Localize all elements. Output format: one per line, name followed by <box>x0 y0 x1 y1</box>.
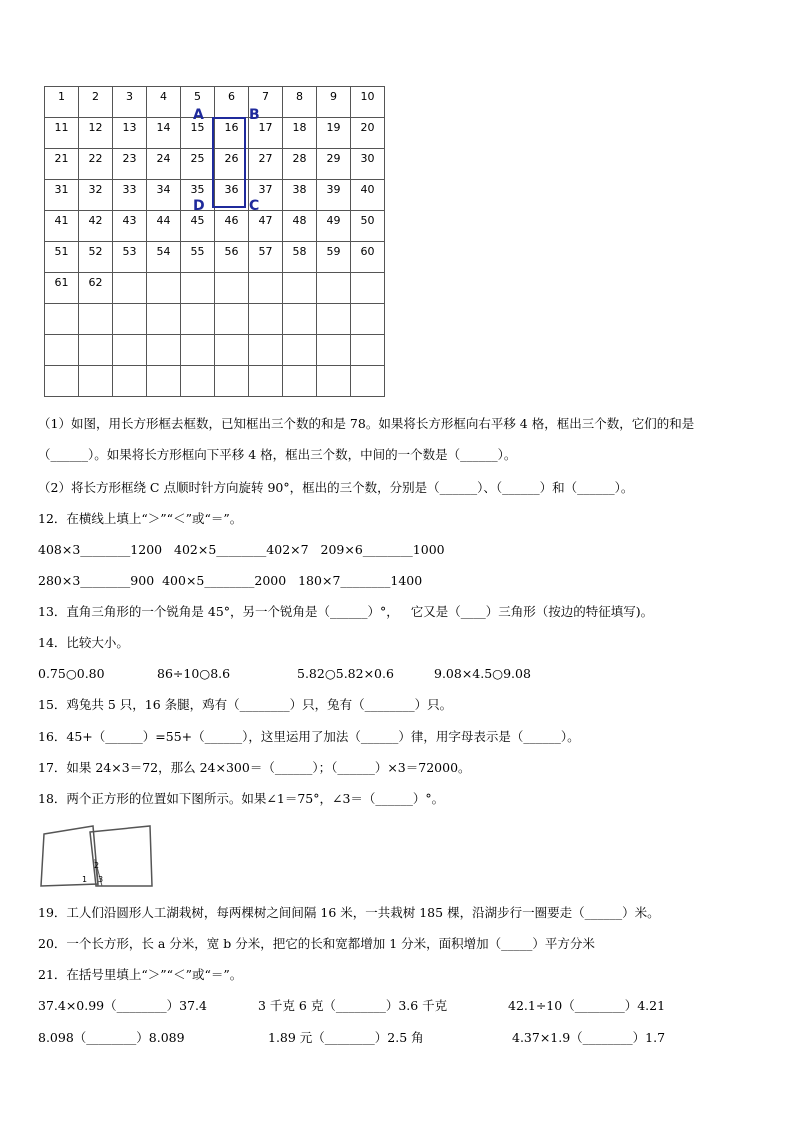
question-21-row1-item3: 42.1÷10（________）4.21 <box>508 998 666 1013</box>
corner-label-d: D <box>193 198 205 214</box>
grid-cell-number: 17 <box>258 121 273 134</box>
grid-cell-number: 34 <box>156 183 171 196</box>
grid-cell-number: 10 <box>360 90 375 103</box>
grid-cell-number: 35 <box>190 183 205 196</box>
grid-cell <box>317 366 351 397</box>
grid-cell <box>113 273 147 304</box>
grid-cell <box>113 304 147 335</box>
grid-cell-number: 52 <box>88 245 103 258</box>
question-21-row1-item1: 37.4×0.99（________）37.4 <box>38 998 207 1013</box>
grid-cell <box>45 242 79 273</box>
grid-cell <box>317 335 351 366</box>
question-13: 13．直角三角形的一个锐角是 45°，另一个锐角是（______）°， 它又是（____）三角形（按边的特征填写)。 <box>38 604 654 619</box>
grid-cell <box>113 242 147 273</box>
grid-cell-number: 31 <box>54 183 69 196</box>
grid-cell-number: 42 <box>88 214 103 227</box>
question-21-row2-item2: 1.89 元（________）2.5 角 <box>268 1030 424 1045</box>
grid-cell-number: 43 <box>122 214 137 227</box>
grid-cell-number: 61 <box>54 276 69 289</box>
grid-cell-number: 3 <box>126 90 133 103</box>
grid-row <box>45 304 385 335</box>
corner-label-a: A <box>193 107 204 123</box>
grid-cell <box>317 273 351 304</box>
grid-cell-number: 23 <box>122 152 137 165</box>
grid-cell <box>351 149 385 180</box>
grid-cell <box>249 304 283 335</box>
grid-cell <box>79 335 113 366</box>
angle-label-1: 1 <box>82 875 88 884</box>
grid-cell-number: 44 <box>156 214 171 227</box>
grid-cell-number: 13 <box>122 121 137 134</box>
grid-cell <box>113 149 147 180</box>
grid-cell-number: 40 <box>360 183 375 196</box>
grid-cell <box>249 211 283 242</box>
grid-cell <box>45 118 79 149</box>
grid-cell <box>317 304 351 335</box>
angle-label-3: 3 <box>98 875 104 884</box>
question-17: 17．如果 24×3＝72，那么 24×300＝（______）；（______）×3＝72000。 <box>38 760 471 775</box>
grid-cell <box>249 149 283 180</box>
grid-cell-number: 1 <box>58 90 65 103</box>
grid-cell-number: 7 <box>262 90 269 103</box>
grid-cell <box>215 335 249 366</box>
grid-cell-number: 18 <box>292 121 307 134</box>
grid-cell <box>45 366 79 397</box>
grid-cell <box>45 273 79 304</box>
grid-cell <box>79 211 113 242</box>
question-14-item-4: 9.08×4.5○9.08 <box>434 666 531 681</box>
grid-cell <box>113 87 147 118</box>
grid-cell <box>249 273 283 304</box>
grid-cell <box>215 87 249 118</box>
grid-cell-number: 14 <box>156 121 171 134</box>
grid-cell <box>45 149 79 180</box>
grid-cell-number: 50 <box>360 214 375 227</box>
grid-cell-number: 8 <box>296 90 303 103</box>
angle-label-2: 2 <box>94 861 100 870</box>
grid-cell <box>79 366 113 397</box>
question-18: 18．两个正方形的位置如下图所示。如果∠1＝75°，∠3＝（______）°。 <box>38 791 445 806</box>
grid-cell-number: 2 <box>92 90 99 103</box>
grid-row <box>45 242 385 273</box>
grid-cell-number: 15 <box>190 121 205 134</box>
grid-cell-number: 27 <box>258 152 273 165</box>
grid-cell-number: 36 <box>224 183 239 196</box>
grid-cell-number: 51 <box>54 245 69 258</box>
grid-cell <box>351 273 385 304</box>
grid-cell-number: 29 <box>326 152 341 165</box>
grid-cell-number: 24 <box>156 152 171 165</box>
grid-cell <box>79 149 113 180</box>
grid-cell-number: 49 <box>326 214 341 227</box>
grid-cell-number: 45 <box>190 214 205 227</box>
grid-cell <box>45 304 79 335</box>
question-14-item-2: 86÷10○8.6 <box>157 666 231 681</box>
grid-cell <box>283 149 317 180</box>
grid-cell <box>283 180 317 211</box>
grid-cell <box>181 304 215 335</box>
grid-row <box>45 273 385 304</box>
grid-cell-number: 16 <box>224 121 239 134</box>
corner-label-b: B <box>249 107 260 123</box>
grid-cell-number: 25 <box>190 152 205 165</box>
grid-cell <box>317 242 351 273</box>
question-12-row-2: 280×3________900 400×5________2000 180×7________1400 <box>38 573 423 588</box>
question-16: 16．45+（______）=55+（______），这里运用了加法（______）律，用字母表示是（______）。 <box>38 729 580 744</box>
grid-cell-number: 41 <box>54 214 69 227</box>
two-squares-figure <box>38 824 156 890</box>
grid-cell <box>215 304 249 335</box>
grid-cell-number: 32 <box>88 183 103 196</box>
grid-cell <box>147 149 181 180</box>
grid-cell-number: 53 <box>122 245 137 258</box>
grid-cell <box>147 273 181 304</box>
grid-cell-number: 54 <box>156 245 171 258</box>
question-21-row2-item1: 8.098（________）8.089 <box>38 1030 185 1045</box>
grid-cell <box>45 87 79 118</box>
grid-cell <box>215 211 249 242</box>
grid-cell <box>249 242 283 273</box>
grid-cell-number: 57 <box>258 245 273 258</box>
grid-cell <box>181 366 215 397</box>
grid-cell <box>283 366 317 397</box>
question-14-item-3: 5.82○5.82×0.6 <box>297 666 394 681</box>
grid-cell <box>147 180 181 211</box>
grid-cell <box>181 149 215 180</box>
grid-cell <box>283 211 317 242</box>
grid-cell <box>45 335 79 366</box>
grid-cell <box>45 180 79 211</box>
grid-cell <box>147 118 181 149</box>
selection-rectangle <box>212 117 246 208</box>
grid-cell <box>351 366 385 397</box>
grid-cell <box>215 366 249 397</box>
grid-cell <box>147 335 181 366</box>
grid-cell <box>283 118 317 149</box>
grid-cell-number: 48 <box>292 214 307 227</box>
question-14-item-1: 0.75○0.80 <box>38 666 105 681</box>
grid-cell-number: 11 <box>54 121 69 134</box>
grid-cell <box>79 87 113 118</box>
grid-cell-number: 30 <box>360 152 375 165</box>
question-11-part-2: （2）将长方形框绕 C 点顺时针方向旋转 90°，框出的三个数，分别是（______）、（______）和（______）。 <box>38 480 634 495</box>
grid-cell <box>215 242 249 273</box>
corner-label-c: C <box>249 198 260 214</box>
grid-cell <box>79 304 113 335</box>
question-15: 15．鸡兔共 5 只，16 条腿，鸡有（________）只，兔有（________）只。 <box>38 697 453 712</box>
grid-cell-number: 5 <box>194 90 201 103</box>
question-11-part-1: （1）如图，用长方形框去框数，已知框出三个数的和是 78。如果将长方形框向右平移 4 格，框出三个数，它们的和是（______）。如果将长方形框向下平移 4 格，框出三个数，中间的一个数是（______）。 <box>38 416 695 462</box>
grid-row <box>45 335 385 366</box>
grid-cell <box>351 242 385 273</box>
grid-cell <box>317 118 351 149</box>
grid-cell <box>317 87 351 118</box>
grid-cell <box>351 304 385 335</box>
grid-cell <box>181 242 215 273</box>
grid-cell-number: 38 <box>292 183 307 196</box>
grid-cell <box>147 304 181 335</box>
grid-cell-number: 60 <box>360 245 375 258</box>
question-21-row1-item2: 3 千克 6 克（________）3.6 千克 <box>258 998 448 1013</box>
grid-cell-number: 19 <box>326 121 341 134</box>
grid-cell <box>181 273 215 304</box>
grid-cell <box>147 87 181 118</box>
grid-cell <box>45 211 79 242</box>
grid-cell <box>113 335 147 366</box>
question-14-title: 14．比较大小。 <box>38 635 129 650</box>
grid-cell-number: 47 <box>258 214 273 227</box>
question-12-row-1: 408×3________1200 402×5________402×7 209×6________1000 <box>38 542 445 557</box>
grid-cell <box>147 242 181 273</box>
grid-cell <box>249 335 283 366</box>
grid-cell-number: 37 <box>258 183 273 196</box>
grid-cell <box>113 211 147 242</box>
grid-cell <box>79 273 113 304</box>
grid-cell-number: 39 <box>326 183 341 196</box>
grid-cell-number: 33 <box>122 183 137 196</box>
grid-cell-number: 4 <box>160 90 167 103</box>
question-20: 20．一个长方形，长 a 分米，宽 b 分米，把它的长和宽都增加 1 分米，面积增加（_____）平方分米 <box>38 936 595 951</box>
grid-cell <box>283 87 317 118</box>
grid-cell-number: 21 <box>54 152 69 165</box>
grid-cell <box>351 211 385 242</box>
grid-cell-number: 9 <box>330 90 337 103</box>
grid-cell <box>351 87 385 118</box>
grid-cell <box>79 242 113 273</box>
grid-cell-number: 56 <box>224 245 239 258</box>
grid-cell <box>283 273 317 304</box>
grid-cell <box>283 304 317 335</box>
grid-cell <box>113 180 147 211</box>
grid-cell <box>317 149 351 180</box>
grid-cell <box>113 366 147 397</box>
grid-cell <box>351 335 385 366</box>
grid-cell <box>147 366 181 397</box>
grid-cell-number: 59 <box>326 245 341 258</box>
question-21-title: 21．在括号里填上“＞”“＜”或“＝”。 <box>38 967 243 982</box>
grid-cell <box>351 180 385 211</box>
grid-cell-number: 58 <box>292 245 307 258</box>
grid-cell-number: 62 <box>88 276 103 289</box>
grid-cell-number: 12 <box>88 121 103 134</box>
grid-cell-number: 28 <box>292 152 307 165</box>
grid-cell-number: 22 <box>88 152 103 165</box>
question-19: 19．工人们沿圆形人工湖栽树，每两棵树之间间隔 16 米，一共栽树 185 棵，沿湖步行一圈要走（______）米。 <box>38 905 660 920</box>
grid-cell <box>113 118 147 149</box>
grid-cell-number: 26 <box>224 152 239 165</box>
grid-row <box>45 366 385 397</box>
grid-cell <box>249 366 283 397</box>
grid-cell <box>79 118 113 149</box>
question-12-title: 12．在横线上填上“＞”“＜”或“＝”。 <box>38 511 243 526</box>
grid-cell <box>79 180 113 211</box>
grid-cell <box>317 211 351 242</box>
grid-row <box>45 87 385 118</box>
grid-cell-number: 55 <box>190 245 205 258</box>
grid-cell-number: 46 <box>224 214 239 227</box>
grid-cell <box>283 242 317 273</box>
grid-cell <box>147 211 181 242</box>
grid-cell-number: 20 <box>360 121 375 134</box>
question-21-row2-item3: 4.37×1.9（________）1.7 <box>512 1030 666 1045</box>
grid-cell <box>181 335 215 366</box>
grid-cell <box>283 335 317 366</box>
grid-cell <box>351 118 385 149</box>
grid-row <box>45 211 385 242</box>
grid-cell <box>181 211 215 242</box>
grid-cell <box>215 273 249 304</box>
grid-cell-number: 6 <box>228 90 235 103</box>
grid-cell <box>317 180 351 211</box>
